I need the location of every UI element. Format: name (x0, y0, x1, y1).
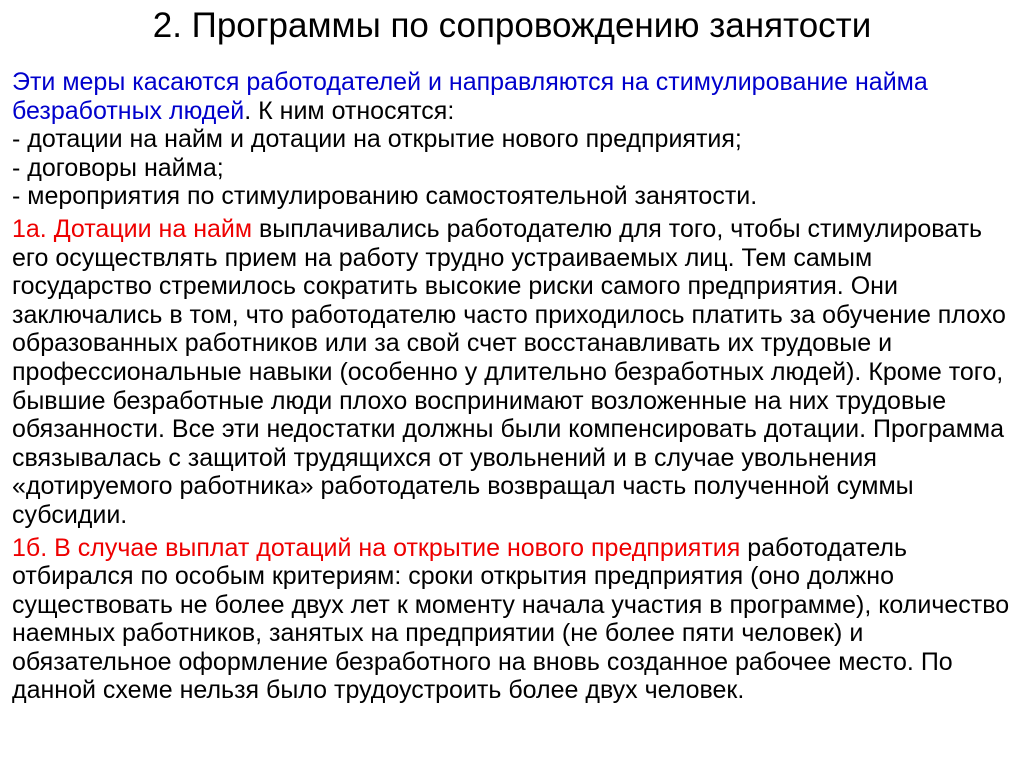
slide-body (12, 68, 1018, 705)
section-1b-text: работодатель отбирался по особым критериям: сроки открытия предприятия (оно должно существовать не более двух лет к моменту начала участия в программе), количество наемных работников, занятых на предприятии (не более пяти человек) и обязательное оформление безработного на вновь созданное рабочее место. По данной схеме нельзя было трудоустроить более двух человек. (12, 533, 1010, 705)
bullet-item: - дотации на найм и дотации на открытие нового предприятия; (12, 125, 742, 154)
intro-paragraph (12, 68, 1018, 125)
intro-highlight: Эти меры касаются работодателей и направляются на стимулирование найма безработных людей (12, 68, 928, 125)
section-1a-heading: 1а. Дотации на найм (12, 214, 253, 243)
section-1a-paragraph (12, 215, 1018, 530)
section-1a-text: выплачивались работодателю для того, чтобы стимулировать его осуществлять прием на работу трудно устраиваемых лиц. Тем самым государство стремилось сократить высокие риски самого предприятия. Они заключались в том, что работодателю часто приходилось платить за обучение плохо образованных работников или за свой счет восстанавливать их трудовые и профессиональные навыки (особенно у длительно безработных людей). Кроме того, бывшие безработные люди плохо воспринимают возложенные на них трудовые обязанности. Все эти недостатки должны были компенсировать дотации. Программа связывалась с защитой трудящихся от увольнений и в случае увольнения «дотируемого работника» работодатель возвращал часть полученной суммы субсидии. (12, 214, 1006, 529)
intro-rest: . К ним относятся: (244, 96, 455, 125)
bullet-item: - мероприятия по стимулированию самостоятельной занятости. (12, 182, 758, 211)
section-1b-paragraph (12, 534, 1018, 706)
bullet-item: - договоры найма; (12, 153, 224, 182)
section-1b-heading: 1б. В случае выплат дотаций на открытие нового предприятия (12, 533, 741, 562)
slide-title: 2. Программы по сопровождению занятости (152, 6, 872, 45)
